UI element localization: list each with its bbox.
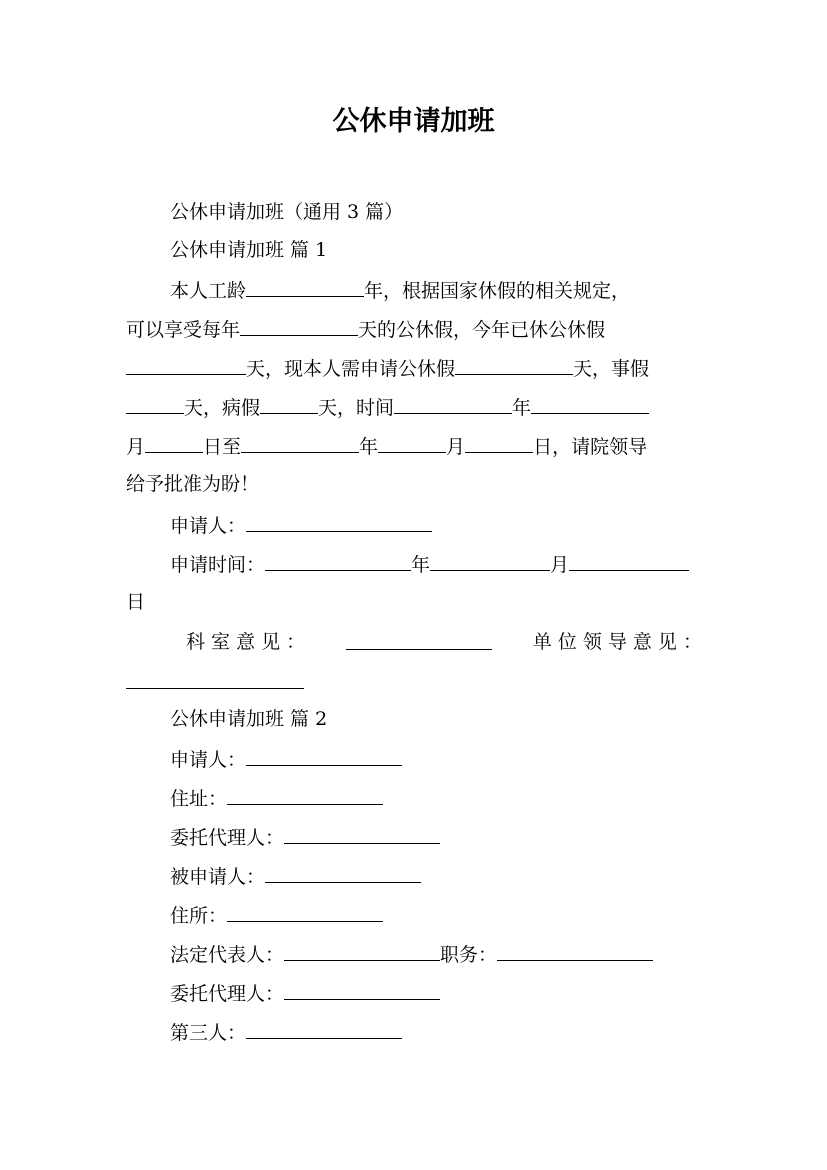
- blank-end-month[interactable]: [378, 433, 446, 453]
- body-line-2: 可以享受每年 天的公休假，今年已休公休假: [126, 316, 702, 342]
- form-row-respondent: 被申请人：: [170, 863, 702, 889]
- third-party-blank[interactable]: [246, 1019, 402, 1039]
- body-line-1: 本人工龄 年，根据国家休假的相关规定，: [170, 277, 702, 303]
- leader-opinion-line: [126, 669, 702, 695]
- body-line-3: 天，现本人需申请公休假 天，事假: [126, 355, 702, 381]
- blank-end-day[interactable]: [465, 433, 533, 453]
- blank-start-day[interactable]: [145, 433, 203, 453]
- blank-sick-leave[interactable]: [260, 394, 318, 414]
- section-heading-2: 公休申请加班 篇 2: [170, 708, 328, 730]
- address-blank[interactable]: [227, 785, 383, 805]
- blank-start-month-pre[interactable]: [531, 394, 649, 414]
- apply-time-row: 申请时间： 年 月: [170, 551, 702, 577]
- form-row-domicile: 住所：: [170, 902, 702, 928]
- opinion-row: 科 室 意 见 ： 单 位 领 导 意 见 ：: [186, 631, 702, 653]
- form-row-agent2: 委托代理人：: [170, 980, 702, 1006]
- section-heading-1: 公休申请加班 篇 1: [170, 239, 328, 261]
- applicant-row: 申请人：: [170, 512, 702, 538]
- body-line-6: 给予批准为盼！: [126, 473, 260, 495]
- blank-personal-leave[interactable]: [126, 394, 184, 414]
- blank-seniority-years[interactable]: [246, 277, 364, 297]
- apply-month-blank[interactable]: [430, 551, 550, 571]
- form-row-third-party: 第三人：: [170, 1019, 702, 1045]
- body-line-5: 月 日至 年 月 日，请院领导: [126, 433, 702, 459]
- form-row-address: 住址：: [170, 785, 702, 811]
- form-row-applicant: 申请人：: [170, 746, 702, 772]
- agent-blank[interactable]: [284, 824, 440, 844]
- leader-opinion-blank[interactable]: [126, 669, 304, 689]
- position-blank[interactable]: [497, 941, 653, 961]
- legal-rep-blank[interactable]: [284, 941, 440, 961]
- blank-end-year[interactable]: [241, 433, 359, 453]
- apply-day-blank[interactable]: [569, 551, 689, 571]
- blank-annual-days[interactable]: [240, 316, 358, 336]
- form-row-agent: 委托代理人：: [170, 824, 702, 850]
- dept-opinion-blank[interactable]: [346, 630, 492, 650]
- respondent-blank[interactable]: [265, 863, 421, 883]
- body-line-4: 天，病假 天，时间 年: [126, 394, 702, 420]
- domicile-blank[interactable]: [227, 902, 383, 922]
- subtitle: 公休申请加班（通用 3 篇）: [170, 201, 404, 223]
- blank-start-year[interactable]: [394, 394, 512, 414]
- apply-time-day: 日: [126, 591, 146, 613]
- agent2-blank[interactable]: [284, 980, 440, 1000]
- apply-year-blank[interactable]: [265, 551, 411, 571]
- blank-requested-days[interactable]: [455, 355, 573, 375]
- document-title: 公休申请加班: [332, 106, 495, 137]
- blank-used-days[interactable]: [126, 355, 246, 375]
- applicant2-blank[interactable]: [246, 746, 402, 766]
- form-row-legal-rep: 法定代表人： 职务：: [170, 941, 702, 967]
- applicant-blank[interactable]: [246, 512, 432, 532]
